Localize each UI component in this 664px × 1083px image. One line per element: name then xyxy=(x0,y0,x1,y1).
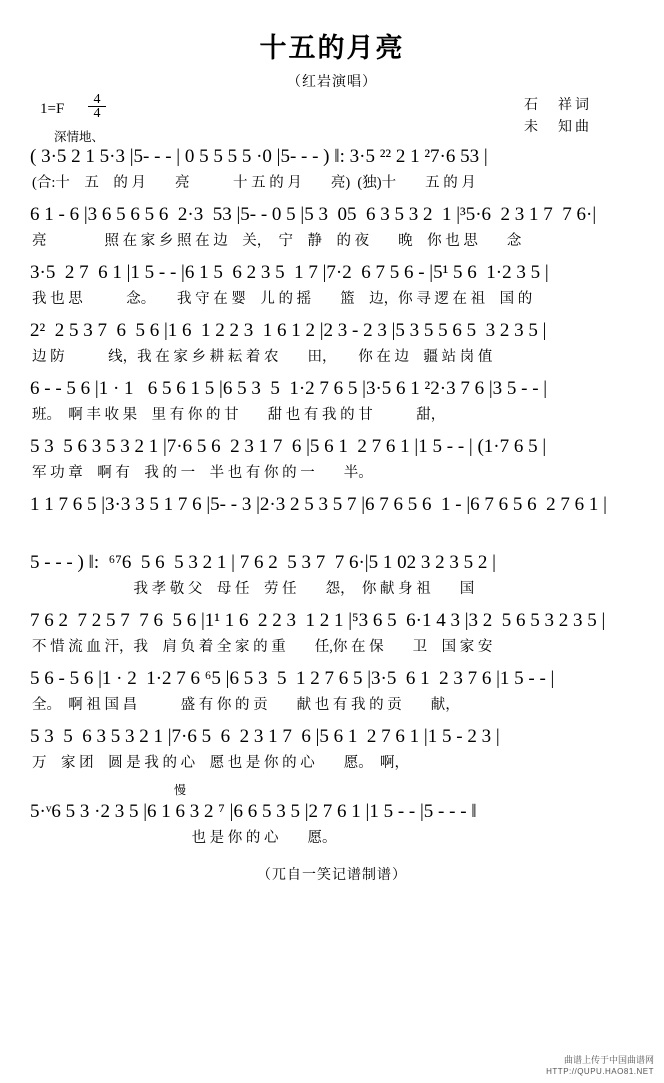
watermark xyxy=(546,1055,654,1077)
notation-line: 5 - - - ) ‖: ⁶⁷6 5 6 5 3 2 1 | 7 6 2 5 3 7 7 6·|5 1 02 3 2 3 5 2 | xyxy=(30,552,496,573)
notation-line: 6 1 - 6 |3 6 5 6 5 6 2·3 53 |5- - 0 5 |5 3 05 6 3 5 3 2 1 |³5·6 2 3 1 7 7 6·| xyxy=(30,204,597,225)
notation-line: 2² 2 5 3 7 6 5 6 |1 6 1 2 2 3 1 6 1 2 |2 3 - 2 3 |5 3 5 5 6 5 3 2 3 5 | xyxy=(30,320,547,341)
notation-line: 5 3 5 6 3 5 3 2 1 |7·6 5 6 2 3 1 7 6 |5 6 1 2 7 6 1 |1 5 - - | (1·7 6 5 | xyxy=(30,436,547,457)
lyric-line: 亮 照 在 家 乡 照 在 边 关， 宁 静 的 夜 晚 你 也 思 念 xyxy=(32,233,522,249)
system-3 xyxy=(14,259,650,311)
lyric-line: (合:十 五 的 月 亮 十 五 的 月 亮) (独)十 五 的 月 xyxy=(32,175,476,191)
time-signature-denominator: 4 xyxy=(93,106,101,121)
system-1 xyxy=(14,143,650,195)
lyric-line: 班。 啊 丰 收 果 里 有 你 的 甘 甜 也 有 我 的 甘 甜， xyxy=(32,407,446,423)
page-title: 十五的月亮 xyxy=(259,33,405,63)
key-signature: 1=F xyxy=(40,101,65,117)
lyric-line: 边 防 线，我 在 家 乡 耕 耘 着 农 田， 你 在 边 疆 站 岗 值 xyxy=(32,349,493,365)
notation-line: 1 1 7 6 5 |3·3 3 5 1 7 6 |5- - 3 |2·3 2 5 3 5 7 |6 7 6 5 6 1 - |6 7 6 5 6 2 7 6 1 | xyxy=(30,494,607,515)
notation-line: 6 - - 5 6 |1 · 1 6 5 6 1 5 |6 5 3 5 1·2 7 6 5 |3·5 6 1 ²2·3 7 6 |3 5 - - | xyxy=(30,378,548,399)
notation-line: 5 6 - 5 6 |1 · 2 1·2 7 6 ⁶5 |6 5 3 5 1 2 7 6 5 |3·5 6 1 2 3 7 6 |1 5 - - | xyxy=(30,668,555,689)
lyric-line: 我 也 思 念。 我 守 在 婴 儿 的 摇 篮 边，你 寻 逻 在 祖 国 的 xyxy=(32,291,533,307)
watermark-text: 曲谱上传于中国曲谱网 xyxy=(563,1055,654,1065)
music-body xyxy=(14,143,650,850)
system-11 xyxy=(14,723,650,775)
tempo-mark: 慢 xyxy=(174,783,187,797)
credits xyxy=(524,95,592,139)
lyricist-credit: 石 祥词 xyxy=(524,98,592,113)
transcriber-credit: （兀自一笑记谱制谱） xyxy=(257,868,407,883)
lyric-line: 也 是 你 的 心 愿。 xyxy=(32,830,337,846)
lyric-line: 我 孝 敬 父 母 任 劳 任 怨， 你 献 身 祖 国 xyxy=(32,581,475,597)
time-signature-numerator: 4 xyxy=(88,93,106,107)
lyric-line: 军 功 章 啊 有 我 的 一 半 也 有 你 的 一 半。 xyxy=(32,465,373,481)
composer-credit: 未 知曲 xyxy=(524,120,592,135)
notation-line: 3·5 2 7 6 1 |1 5 - - |6 1 5 6 2 3 5 1 7 |7·2 6 7 5 6 - |5¹ 5 6 1·2 3 5 | xyxy=(30,262,549,283)
sheet-music-page xyxy=(0,26,664,1083)
performer-subtitle: （红岩演唱） xyxy=(287,75,377,90)
system-2 xyxy=(14,201,650,253)
score-metadata xyxy=(14,92,650,144)
lyric-line: 万 家 团 圆 是 我 的 心 愿 也 是 你 的 心 愿。 啊， xyxy=(32,755,409,771)
notation-line: 5 3 5 6 3 5 3 2 1 |7·6 5 6 2 3 1 7 6 |5 6 1 2 7 6 1 |1 5 - 2 3 | xyxy=(30,726,500,747)
lyric-line: 不 惜 流 血 汗，我 肩 负 着 全 家 的 重 任,你 在 保 卫 国 家 安 xyxy=(32,639,493,655)
notation-line: 5·ᵛ6 5 3 ·2 3 5 |6 1 6 3 2 ⁷ |6 6 5 3 5 |2 7 6 1 |1 5 - - |5 - - - ‖ xyxy=(30,801,477,822)
system-7 xyxy=(14,491,650,543)
system-10 xyxy=(14,665,650,717)
system-9 xyxy=(14,607,650,659)
notation-line: 7 6 2 7 2 5 7 7 6 5 6 |1¹ 1 6 2 2 3 1 2 1 |⁵3 6 5 6·1 4 3 |3 2 5 6 5 3 2 3 5 | xyxy=(30,610,606,631)
system-4 xyxy=(14,317,650,369)
expression-mark: 深情地、 xyxy=(54,130,105,144)
system-12 xyxy=(14,798,650,850)
system-6 xyxy=(14,433,650,485)
watermark-url: HTTP://QUPU.HAO81.NET xyxy=(546,1067,654,1076)
system-5 xyxy=(14,375,650,427)
lyric-line: 全。 啊 祖 国 昌 盛 有 你 的 贡 献 也 有 我 的 贡 献， xyxy=(32,697,460,713)
lyric-line xyxy=(14,521,650,543)
system-8 xyxy=(14,549,650,601)
notation-line: ( 3·5 2 1 5·3 |5- - - | 0 5 5 5 5 ·0 |5- - - ) ‖: 3·5 ²² 2 1 ²7·6 53 | xyxy=(30,146,488,167)
time-signature xyxy=(88,93,106,120)
